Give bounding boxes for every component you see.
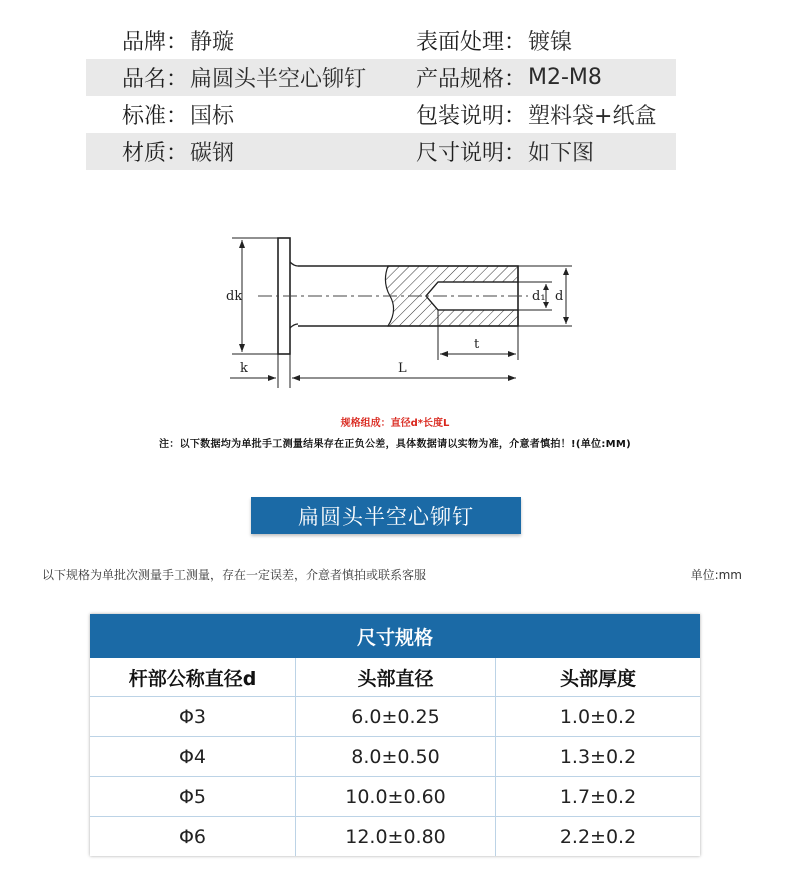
rivet-drawing xyxy=(0,200,790,410)
table-cell: Φ6 xyxy=(90,817,296,856)
spec-key-packaging: 包装说明： xyxy=(416,104,527,129)
spec-key-standard: 标准： xyxy=(122,104,189,129)
table-header-head-thickness: 头部厚度 xyxy=(496,658,700,697)
spec-table xyxy=(86,22,676,170)
spec-value-dimension: 如下图 xyxy=(528,141,595,166)
spec-row-standard xyxy=(86,96,676,133)
unit-label: 单位:mm xyxy=(690,568,742,582)
size-table-title: 尺寸规格 xyxy=(90,614,700,658)
table-cell: 8.0±0.50 xyxy=(296,737,496,777)
table-cell: Φ3 xyxy=(90,697,296,737)
spec-key-material: 材质： xyxy=(122,141,189,166)
dim-label-t: t xyxy=(474,337,480,352)
table-cell: 6.0±0.25 xyxy=(296,697,496,737)
table-cell: Φ4 xyxy=(90,737,296,777)
dim-label-d: d xyxy=(555,289,564,304)
table-cell: 2.2±0.2 xyxy=(559,825,637,848)
spec-value-packaging: 塑料袋+纸盒 xyxy=(528,104,657,129)
measurement-note: 注：以下数据均为单批手工测量结果存在正负公差，具体数据请以实物为准，介意者慎拍！!(单位:MM) xyxy=(158,439,631,450)
spec-row-brand xyxy=(86,22,676,59)
spec-row-material xyxy=(86,133,676,170)
table-header-shank-diameter: 杆部公称直径d xyxy=(90,658,296,697)
spec-key-dimension: 尺寸说明： xyxy=(416,141,527,166)
table-cell: Φ5 xyxy=(90,777,296,817)
spec-value-standard: 国标 xyxy=(190,104,235,129)
dim-label-k: k xyxy=(240,361,248,376)
spec-value-material: 碳钢 xyxy=(190,141,235,166)
size-table xyxy=(90,614,700,856)
spec-formula: 规格组成：直径d*长度L xyxy=(340,418,450,429)
spec-key-surface: 表面处理： xyxy=(416,30,527,55)
rivet-drawing-svg xyxy=(0,200,790,410)
table-cell: 1.7±0.2 xyxy=(496,777,700,817)
measurement-remark: 以下规格为单批次测量手工测量，存在一定误差，介意者慎拍或联系客服 xyxy=(42,568,427,582)
dim-label-dk: dk xyxy=(226,289,243,304)
dim-label-L: L xyxy=(398,361,407,376)
product-title-banner: 扁圆头半空心铆钉 xyxy=(251,497,521,534)
dim-label-d1: d₁ xyxy=(532,289,546,304)
spec-value-surface: 镀镍 xyxy=(528,30,573,55)
spec-key-size: 产品规格： xyxy=(416,67,527,92)
spec-value-brand: 静璇 xyxy=(190,30,235,55)
table-header-head-diameter: 头部直径 xyxy=(296,658,496,697)
table-cell: 1.0±0.2 xyxy=(496,697,700,737)
spec-row-name xyxy=(86,59,676,96)
spec-key-name: 品名： xyxy=(122,67,189,92)
spec-key-brand: 品牌： xyxy=(122,30,189,55)
table-cell: 1.3±0.2 xyxy=(496,737,700,777)
table-cell: 12.0±0.80 xyxy=(296,817,496,856)
spec-value-name: 扁圆头半空心铆钉 xyxy=(190,67,367,92)
spec-value-size: M2-M8 xyxy=(528,65,602,90)
table-cell: 10.0±0.60 xyxy=(296,777,496,817)
size-table-grid xyxy=(90,658,700,856)
